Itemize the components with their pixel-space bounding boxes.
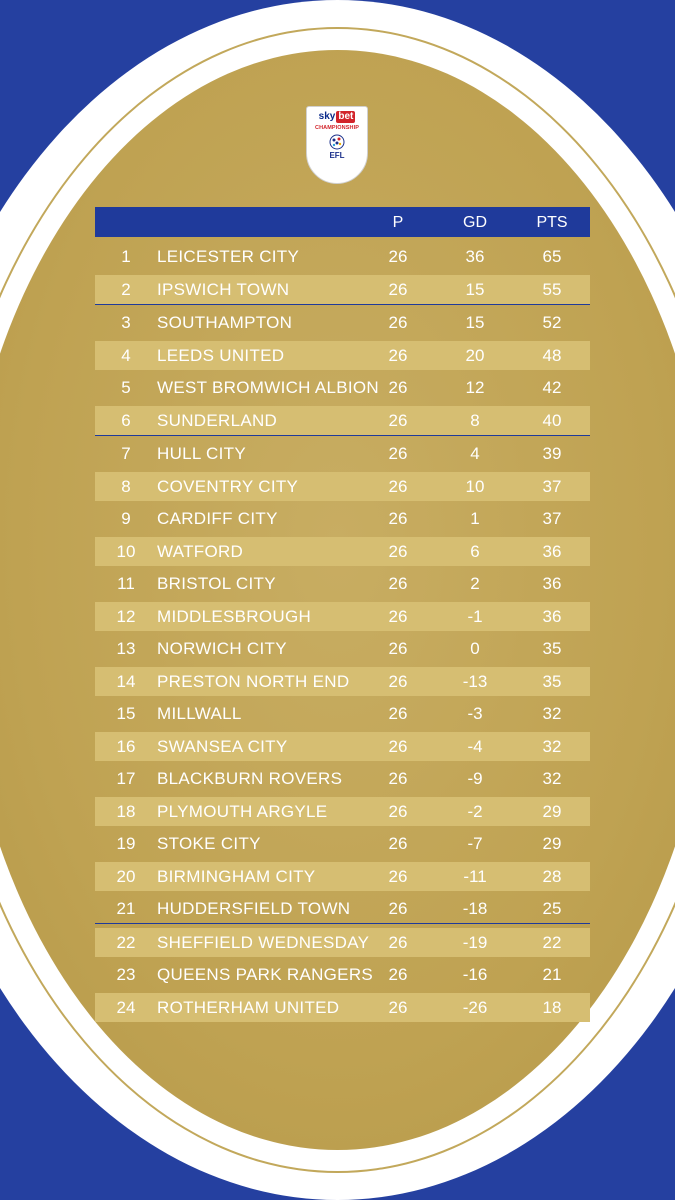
goal-difference-cell: 8 <box>470 410 480 430</box>
table-row <box>95 439 590 468</box>
points-cell: 37 <box>542 476 562 496</box>
position-cell: 21 <box>116 899 136 918</box>
points-cell: 36 <box>542 606 562 626</box>
table-row <box>95 764 590 793</box>
table-row <box>95 667 590 696</box>
played-cell: 26 <box>388 313 408 332</box>
team-name-cell: LEEDS UNITED <box>157 345 285 365</box>
team-name-cell: WATFORD <box>157 541 244 561</box>
played-cell: 26 <box>388 671 408 691</box>
goal-difference-cell: -7 <box>467 834 483 853</box>
position-cell: 9 <box>121 509 131 528</box>
position-cell: 22 <box>116 932 136 952</box>
col-header-played: P <box>392 214 404 231</box>
table-row <box>95 829 590 858</box>
played-cell: 26 <box>388 932 408 952</box>
points-cell: 36 <box>542 574 562 593</box>
points-cell: 35 <box>542 671 562 691</box>
team-name-cell: CARDIFF CITY <box>157 509 278 528</box>
team-name-cell: BRISTOL CITY <box>157 574 276 593</box>
position-cell: 18 <box>116 801 136 821</box>
goal-difference-cell: -3 <box>467 704 483 723</box>
team-name-cell: BLACKBURN ROVERS <box>157 769 343 788</box>
points-cell: 48 <box>542 345 562 365</box>
table-row <box>95 862 590 891</box>
played-cell: 26 <box>388 639 408 658</box>
goal-difference-cell: 36 <box>465 247 485 266</box>
position-cell: 23 <box>116 965 136 984</box>
table-row <box>95 242 590 271</box>
team-name-cell: SOUTHAMPTON <box>157 313 293 332</box>
team-name-cell: IPSWICH TOWN <box>157 279 290 299</box>
goal-difference-cell: -4 <box>467 736 483 756</box>
table-row <box>95 797 590 826</box>
league-org-name: EFL <box>329 151 345 160</box>
played-cell: 26 <box>388 997 408 1017</box>
position-cell: 14 <box>116 671 136 691</box>
points-cell: 36 <box>542 541 562 561</box>
points-cell: 29 <box>542 801 562 821</box>
points-cell: 29 <box>542 834 562 853</box>
table-row <box>95 341 590 370</box>
played-cell: 26 <box>388 247 408 266</box>
goal-difference-cell: 6 <box>470 541 480 561</box>
table-row <box>95 928 590 957</box>
played-cell: 26 <box>388 899 408 918</box>
played-cell: 26 <box>388 509 408 528</box>
team-name-cell: COVENTRY CITY <box>157 476 299 496</box>
goal-difference-cell: -19 <box>462 932 488 952</box>
col-header-points: PTS <box>536 214 568 231</box>
table-row <box>95 504 590 533</box>
team-name-cell: PLYMOUTH ARGYLE <box>157 801 328 821</box>
team-name-cell: WEST BROMWICH ALBION <box>157 378 379 397</box>
team-name-cell: BIRMINGHAM CITY <box>157 866 316 886</box>
position-cell: 19 <box>116 834 136 853</box>
goal-difference-cell: -9 <box>467 769 483 788</box>
position-cell: 24 <box>116 997 136 1017</box>
goal-difference-cell: 12 <box>465 378 485 397</box>
goal-difference-cell: 10 <box>465 476 485 496</box>
goal-difference-cell: 4 <box>470 444 480 463</box>
team-name-cell: LEICESTER CITY <box>157 247 300 266</box>
team-name-cell: SHEFFIELD WEDNESDAY <box>157 932 370 952</box>
points-cell: 37 <box>542 509 562 528</box>
points-cell: 21 <box>542 965 562 984</box>
position-cell: 8 <box>121 476 131 496</box>
points-cell: 35 <box>542 639 562 658</box>
table-row <box>95 993 590 1022</box>
position-cell: 15 <box>116 704 136 723</box>
table-row <box>95 602 590 631</box>
played-cell: 26 <box>388 606 408 626</box>
points-cell: 52 <box>542 313 562 332</box>
table-row <box>95 373 590 402</box>
played-cell: 26 <box>388 476 408 496</box>
points-cell: 39 <box>542 444 562 463</box>
points-cell: 18 <box>542 997 562 1017</box>
position-cell: 20 <box>116 866 136 886</box>
league-table <box>95 242 590 1025</box>
points-cell: 40 <box>542 410 562 430</box>
position-cell: 16 <box>116 736 136 756</box>
played-cell: 26 <box>388 279 408 299</box>
team-name-cell: HUDDERSFIELD TOWN <box>157 899 351 918</box>
table-row <box>95 406 590 436</box>
team-name-cell: HULL CITY <box>157 444 246 463</box>
played-cell: 26 <box>388 834 408 853</box>
table-row <box>95 308 590 337</box>
team-name-cell: ROTHERHAM UNITED <box>157 997 340 1017</box>
sponsor-bet-text: bet <box>338 111 354 122</box>
played-cell: 26 <box>388 769 408 788</box>
position-cell: 17 <box>116 769 136 788</box>
goal-difference-cell: -26 <box>462 997 488 1017</box>
table-row <box>95 732 590 761</box>
team-name-cell: SUNDERLAND <box>157 410 278 430</box>
played-cell: 26 <box>388 378 408 397</box>
goal-difference-cell: 2 <box>470 574 480 593</box>
points-cell: 32 <box>542 736 562 756</box>
col-header-goal-difference: GD <box>463 214 487 231</box>
goal-difference-cell: -2 <box>467 801 483 821</box>
table-row <box>95 894 590 924</box>
played-cell: 26 <box>388 801 408 821</box>
sponsor-sky-text: sky <box>318 111 336 122</box>
played-cell: 26 <box>388 965 408 984</box>
team-name-cell: QUEENS PARK RANGERS <box>157 965 374 984</box>
table-row <box>95 569 590 598</box>
played-cell: 26 <box>388 866 408 886</box>
table-row <box>95 275 590 305</box>
played-cell: 26 <box>388 345 408 365</box>
position-cell: 1 <box>121 247 131 266</box>
table-row <box>95 634 590 663</box>
position-cell: 13 <box>116 639 136 658</box>
played-cell: 26 <box>388 574 408 593</box>
sponsor-wordmark <box>319 111 356 123</box>
position-cell: 11 <box>117 574 135 593</box>
team-name-cell: MIDDLESBROUGH <box>157 606 312 626</box>
position-cell: 4 <box>121 345 131 365</box>
goal-difference-cell: 1 <box>470 509 480 528</box>
played-cell: 26 <box>388 410 408 430</box>
table-row <box>95 537 590 566</box>
position-cell: 10 <box>116 541 136 561</box>
goal-difference-cell: 20 <box>465 345 485 365</box>
goal-difference-cell: -16 <box>462 965 488 984</box>
table-header <box>95 207 590 237</box>
points-cell: 42 <box>542 378 562 397</box>
table-row <box>95 472 590 501</box>
table-row <box>95 960 590 989</box>
points-cell: 32 <box>542 769 562 788</box>
goal-difference-cell: -18 <box>462 899 488 918</box>
played-cell: 26 <box>388 704 408 723</box>
points-cell: 55 <box>542 279 562 299</box>
points-cell: 32 <box>542 704 562 723</box>
position-cell: 7 <box>121 444 131 463</box>
goal-difference-cell: 15 <box>465 313 485 332</box>
position-cell: 2 <box>121 279 131 299</box>
team-name-cell: PRESTON NORTH END <box>157 671 350 691</box>
goal-difference-cell: -13 <box>462 671 488 691</box>
team-name-cell: STOKE CITY <box>157 834 261 853</box>
played-cell: 26 <box>388 736 408 756</box>
position-cell: 12 <box>116 606 136 626</box>
team-name-cell: MILLWALL <box>157 704 242 723</box>
goal-difference-cell: -1 <box>467 606 483 626</box>
played-cell: 26 <box>388 444 408 463</box>
goal-difference-cell: 15 <box>465 279 485 299</box>
points-cell: 65 <box>542 247 562 266</box>
points-cell: 28 <box>542 866 562 886</box>
team-name-cell: NORWICH CITY <box>157 639 287 658</box>
goal-difference-cell: -11 <box>463 866 487 886</box>
points-cell: 25 <box>542 899 562 918</box>
football-icon <box>329 134 345 150</box>
position-cell: 5 <box>121 378 131 397</box>
table-row <box>95 699 590 728</box>
played-cell: 26 <box>388 541 408 561</box>
points-cell: 22 <box>542 932 562 952</box>
position-cell: 3 <box>121 313 131 332</box>
team-name-cell: SWANSEA CITY <box>157 736 288 756</box>
position-cell: 6 <box>121 410 131 430</box>
championship-logo <box>306 106 368 184</box>
goal-difference-cell: 0 <box>470 639 480 658</box>
competition-name: CHAMPIONSHIP <box>315 125 359 131</box>
